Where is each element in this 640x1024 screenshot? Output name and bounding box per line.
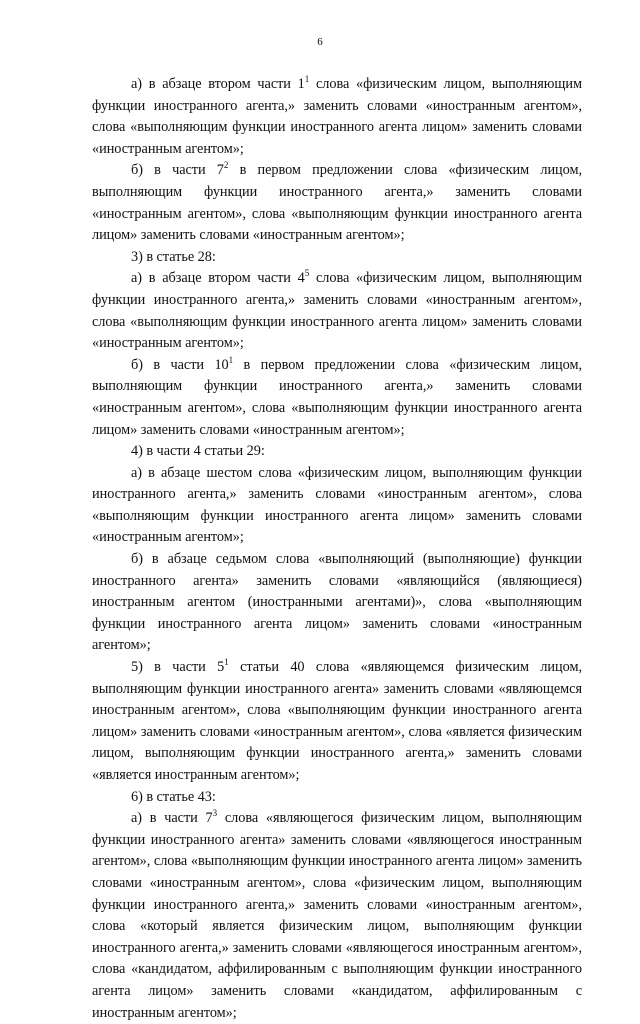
paragraph-text: 5) в части 5 <box>131 659 225 676</box>
paragraph-text: а) в абзаце втором части 1 <box>131 76 305 92</box>
paragraph <box>92 268 582 354</box>
paragraph-text: б) в части 7 <box>131 162 224 179</box>
paragraph-text: б) в абзаце седьмом слова «выполняющий (выполняющие) функции иностранного агента» заменить словами «являющийся (являющиеся) иностранным агентом (иностранными агентами)», слова «выполняющим функции иностранного агента лицом» заменить словами «иностранным агентом»; <box>92 551 582 654</box>
paragraph-text-cont: в первом предложении слова «физическим лицом, выполняющим функции иностранного агента,» заменить словами «иностранным агентом», слова «выполняющим функции иностранного агента лицом» заменить словами «иностранным агентом»; <box>92 162 582 244</box>
superscript: 3 <box>212 808 218 819</box>
paragraph-text-cont: слова «физическим лицом, выполняющим функции иностранного агента,» заменить словами «иностранным агентом», слова «выполняющим функции иностранного агента лицом» заменить словами «иностранным агентом»; <box>92 76 582 157</box>
paragraph-text: 3) в статье 28: <box>131 248 216 265</box>
paragraph <box>92 160 582 246</box>
paragraph <box>92 657 582 787</box>
paragraph-text-cont: в первом предложении слова «физическим лицом, выполняющим функции иностранного агента,» заменить словами «иностранным агентом», слова «выполняющим функции иностранного агента лицом» заменить словами «иностранным агентом»; <box>92 356 583 438</box>
superscript: 2 <box>223 160 229 171</box>
page-number: 6 <box>317 36 323 48</box>
paragraph-text: а) в абзаце втором части 4 <box>131 270 305 287</box>
paragraph <box>92 787 582 809</box>
paragraph-text: б) в части 10 <box>131 356 229 373</box>
superscript: 1 <box>304 74 310 85</box>
paragraph-text: а) в абзаце шестом слова «физическим лицом, выполняющим функции иностранного агента,» заменить словами «иностранным агентом», слова «выполняющим функции иностранного агента лицом» заменить словами «иностранным агентом»; <box>92 464 582 546</box>
superscript: 5 <box>304 268 310 279</box>
paragraph <box>92 549 582 657</box>
paragraph-text: 4) в части 4 статьи 29: <box>131 443 265 460</box>
paragraph <box>92 463 582 549</box>
paragraph-text: 6) в статье 43: <box>131 788 216 805</box>
paragraph <box>92 74 582 160</box>
paragraph <box>92 247 582 269</box>
paragraph-text-cont: статьи 40 слова «являющемся физическим лицом, выполняющим функции иностранного агента» заменить словами «являющемся иностранным агентом», слова «выполняющим функции иностранного агента лицом» заменить словами «иностранным агентом», слова «является физическим лицом, выполняющим функции иностранного агента,» заменить словами «является иностранным агентом»; <box>92 659 582 783</box>
paragraph <box>92 441 582 463</box>
paragraph <box>92 808 582 1024</box>
paragraph-text-cont: слова «являющегося физическим лицом, выполняющим функции иностранного агента» заменить словами «являющегося иностранным агентом», слова «выполняющим функции иностранного агента лицом» заменить словами «иностранным агентом», слова «физическим лицом, выполняющим функции иностранного агента,» заменить словами «иностранным агентом», слова «который является физическим лицом, выполняющим функции иностранного агента,» заменить словами «являющегося иностранным агентом», слова «кандидатом, аффилированным с выполняющим функции иностранного агента лицом» заменить словами «кандидатом, аффилированным с иностранным агентом»; <box>92 810 583 1021</box>
paragraph <box>92 355 582 441</box>
paragraph-text: а) в части 7 <box>131 810 213 827</box>
superscript: 1 <box>224 657 229 668</box>
superscript: 1 <box>228 354 234 365</box>
paragraph-text-cont: слова «физическим лицом, выполняющим функции иностранного агента,» заменить словами «иностранным агентом», слова «выполняющим функции иностранного агента лицом» заменить словами «иностранным агентом»; <box>92 270 582 352</box>
